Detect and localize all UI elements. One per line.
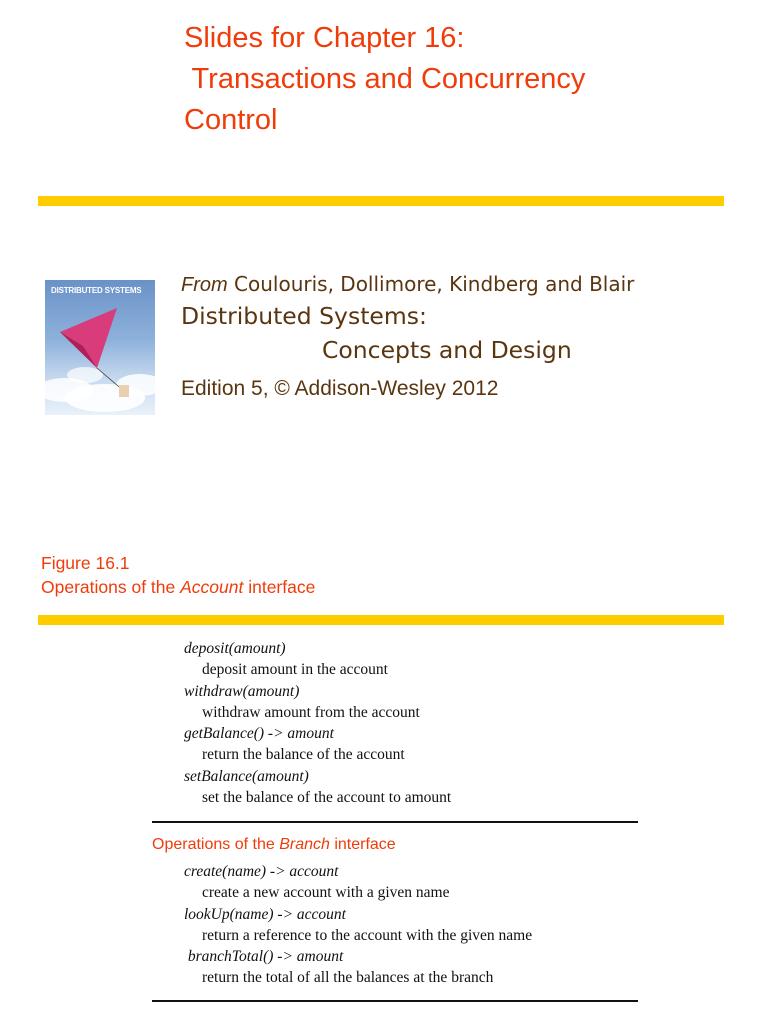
- kite-illustration: [45, 280, 155, 415]
- figure-number: Figure 16.1: [41, 553, 130, 573]
- title-line-2: Transactions and Concurrency: [184, 63, 586, 95]
- figure-caption-suffix: interface: [243, 577, 316, 597]
- figure-caption-emphasis: Account: [180, 577, 244, 597]
- book-title-line-2: Concepts and Design: [322, 336, 572, 364]
- branch-caption: [152, 836, 396, 854]
- book-cover-image: [45, 280, 155, 415]
- branch-operations-list: [184, 861, 532, 989]
- book-edition: Edition 5, © Addison-Wesley 2012: [181, 377, 499, 400]
- branch-op-description: return the total of all the balances at the branch: [202, 969, 494, 987]
- branch-op-description: create a new account with a given name: [202, 884, 450, 902]
- book-authors: Coulouris, Dollimore, Kindberg and Blair: [234, 272, 635, 296]
- branch-op-signature: lookUp(name) -> account: [184, 905, 346, 923]
- branch-op-description: return a reference to the account with the given name: [202, 926, 533, 944]
- title-divider: [38, 196, 724, 206]
- branch-op-signature: branchTotal() -> amount: [184, 948, 344, 966]
- figure-divider: [38, 615, 724, 625]
- account-ops-rule: [152, 821, 638, 823]
- branch-caption-text: Operations of the: [152, 836, 280, 853]
- account-op-signature: getBalance() -> amount: [184, 725, 334, 743]
- account-op-signature: withdraw(amount): [184, 682, 300, 700]
- book-cover-title: DISTRIBUTED SYSTEMS: [51, 286, 142, 295]
- figure-caption-text: Operations of the: [41, 577, 181, 597]
- branch-caption-emphasis: Branch: [279, 836, 330, 853]
- title-line-1: Slides for Chapter 16:: [184, 22, 465, 54]
- slide-title: [184, 18, 744, 141]
- account-op-description: deposit amount in the account: [202, 661, 388, 679]
- branch-ops-rule: [152, 1000, 638, 1002]
- account-op-description: return the balance of the account: [202, 746, 405, 764]
- from-word: From: [181, 274, 228, 296]
- account-op-description: withdraw amount from the account: [202, 703, 420, 721]
- title-line-3: Control: [184, 104, 278, 136]
- account-op-signature: deposit(amount): [184, 640, 286, 657]
- account-op-description: set the balance of the account to amount: [202, 789, 452, 807]
- figure-caption: [41, 577, 315, 598]
- book-title-line-1: Distributed Systems:: [181, 302, 427, 330]
- account-op-signature: setBalance(amount): [184, 767, 309, 785]
- branch-op-signature: create(name) -> account: [184, 863, 339, 880]
- branch-caption-suffix: interface: [329, 836, 396, 853]
- account-operations-list: [184, 638, 451, 808]
- book-authors-line: [181, 272, 634, 297]
